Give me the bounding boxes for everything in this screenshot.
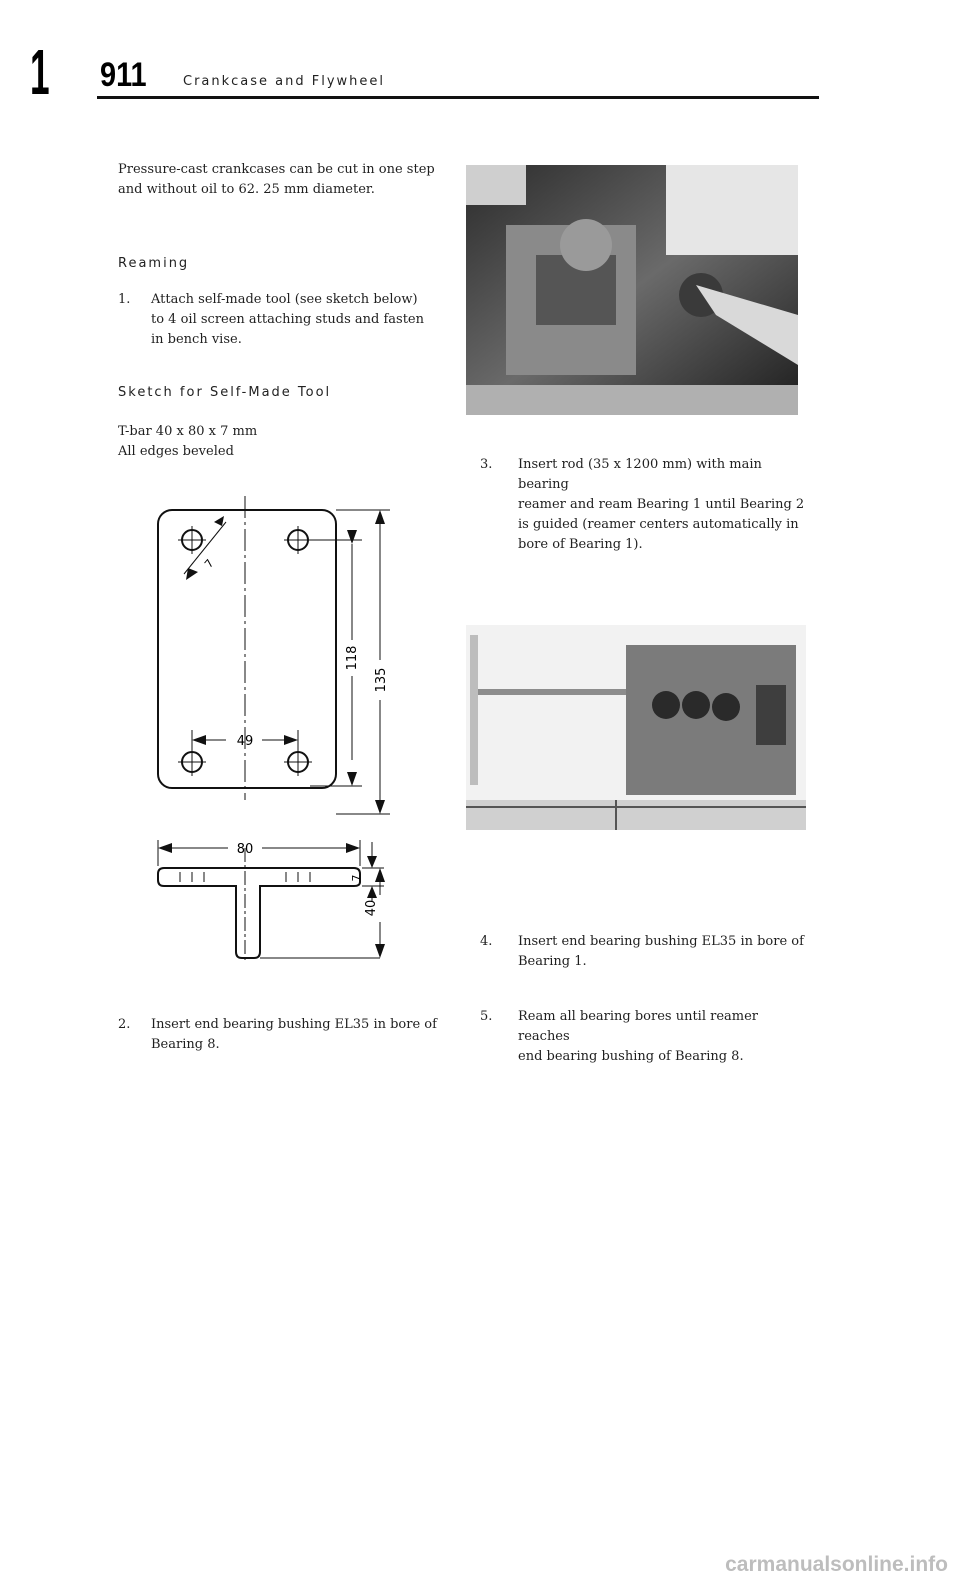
sketch-notes	[118, 422, 257, 462]
dim-80: 80	[236, 842, 254, 857]
intro-paragraph	[118, 160, 448, 200]
step-number: 3.	[480, 457, 493, 472]
tool-sketch-drawing	[140, 490, 400, 970]
step-number: 4.	[480, 934, 493, 949]
watermark: carmanualsonline.info	[725, 1553, 948, 1576]
step-line: Insert end bearing bushing EL35 in bore of	[151, 1017, 437, 1032]
dim-7-plate: 7	[202, 556, 217, 571]
step-line: Insert end bearing bushing EL35 in bore of	[518, 934, 804, 949]
step-number: 1.	[118, 292, 131, 307]
step-line: Attach self-made tool (see sketch below)	[151, 292, 418, 307]
photo-crankcase-with-rod	[466, 625, 806, 830]
intro-line: Pressure-cast crankcases can be cut in one step	[118, 162, 435, 177]
step-number: 2.	[118, 1017, 131, 1032]
step-line: Insert rod (35 x 1200 mm) with main bearing	[518, 457, 762, 492]
dim-118: 118	[345, 645, 360, 671]
sketch-heading: Sketch for Self-Made Tool	[118, 385, 332, 400]
model-number: 911	[100, 56, 147, 94]
step-line: in bench vise.	[151, 332, 242, 347]
step-line: end bearing bushing of Bearing 8.	[518, 1049, 744, 1064]
step-line: Bearing 1.	[518, 954, 587, 969]
intro-line: and without oil to 62. 25 mm diameter.	[118, 182, 375, 197]
chapter-title: Crankcase and Flywheel	[183, 74, 386, 89]
photo-reaming-crankcase	[466, 165, 798, 415]
step-number: 5.	[480, 1009, 493, 1024]
dim-135: 135	[374, 667, 389, 693]
step-line: Bearing 8.	[151, 1037, 220, 1052]
step-line: is guided (reamer centers automatically in	[518, 517, 799, 532]
step-line: Ream all bearing bores until reamer reaches	[518, 1009, 759, 1044]
reaming-heading: Reaming	[118, 256, 190, 271]
dim-7-tbar: 7	[350, 874, 363, 882]
dim-40: 40	[364, 899, 379, 917]
header-rule	[97, 96, 819, 99]
sketch-note: T-bar 40 x 80 x 7 mm	[118, 424, 258, 439]
dim-49: 49	[236, 734, 254, 749]
step-line: bore of Bearing 1).	[518, 537, 643, 552]
step-line: to 4 oil screen attaching studs and fasten	[151, 312, 424, 327]
t-bar-outline	[158, 868, 360, 958]
step-line: reamer and ream Bearing 1 until Bearing 2	[518, 497, 805, 512]
section-number: 1	[30, 36, 50, 108]
sketch-note: All edges beveled	[118, 444, 234, 459]
